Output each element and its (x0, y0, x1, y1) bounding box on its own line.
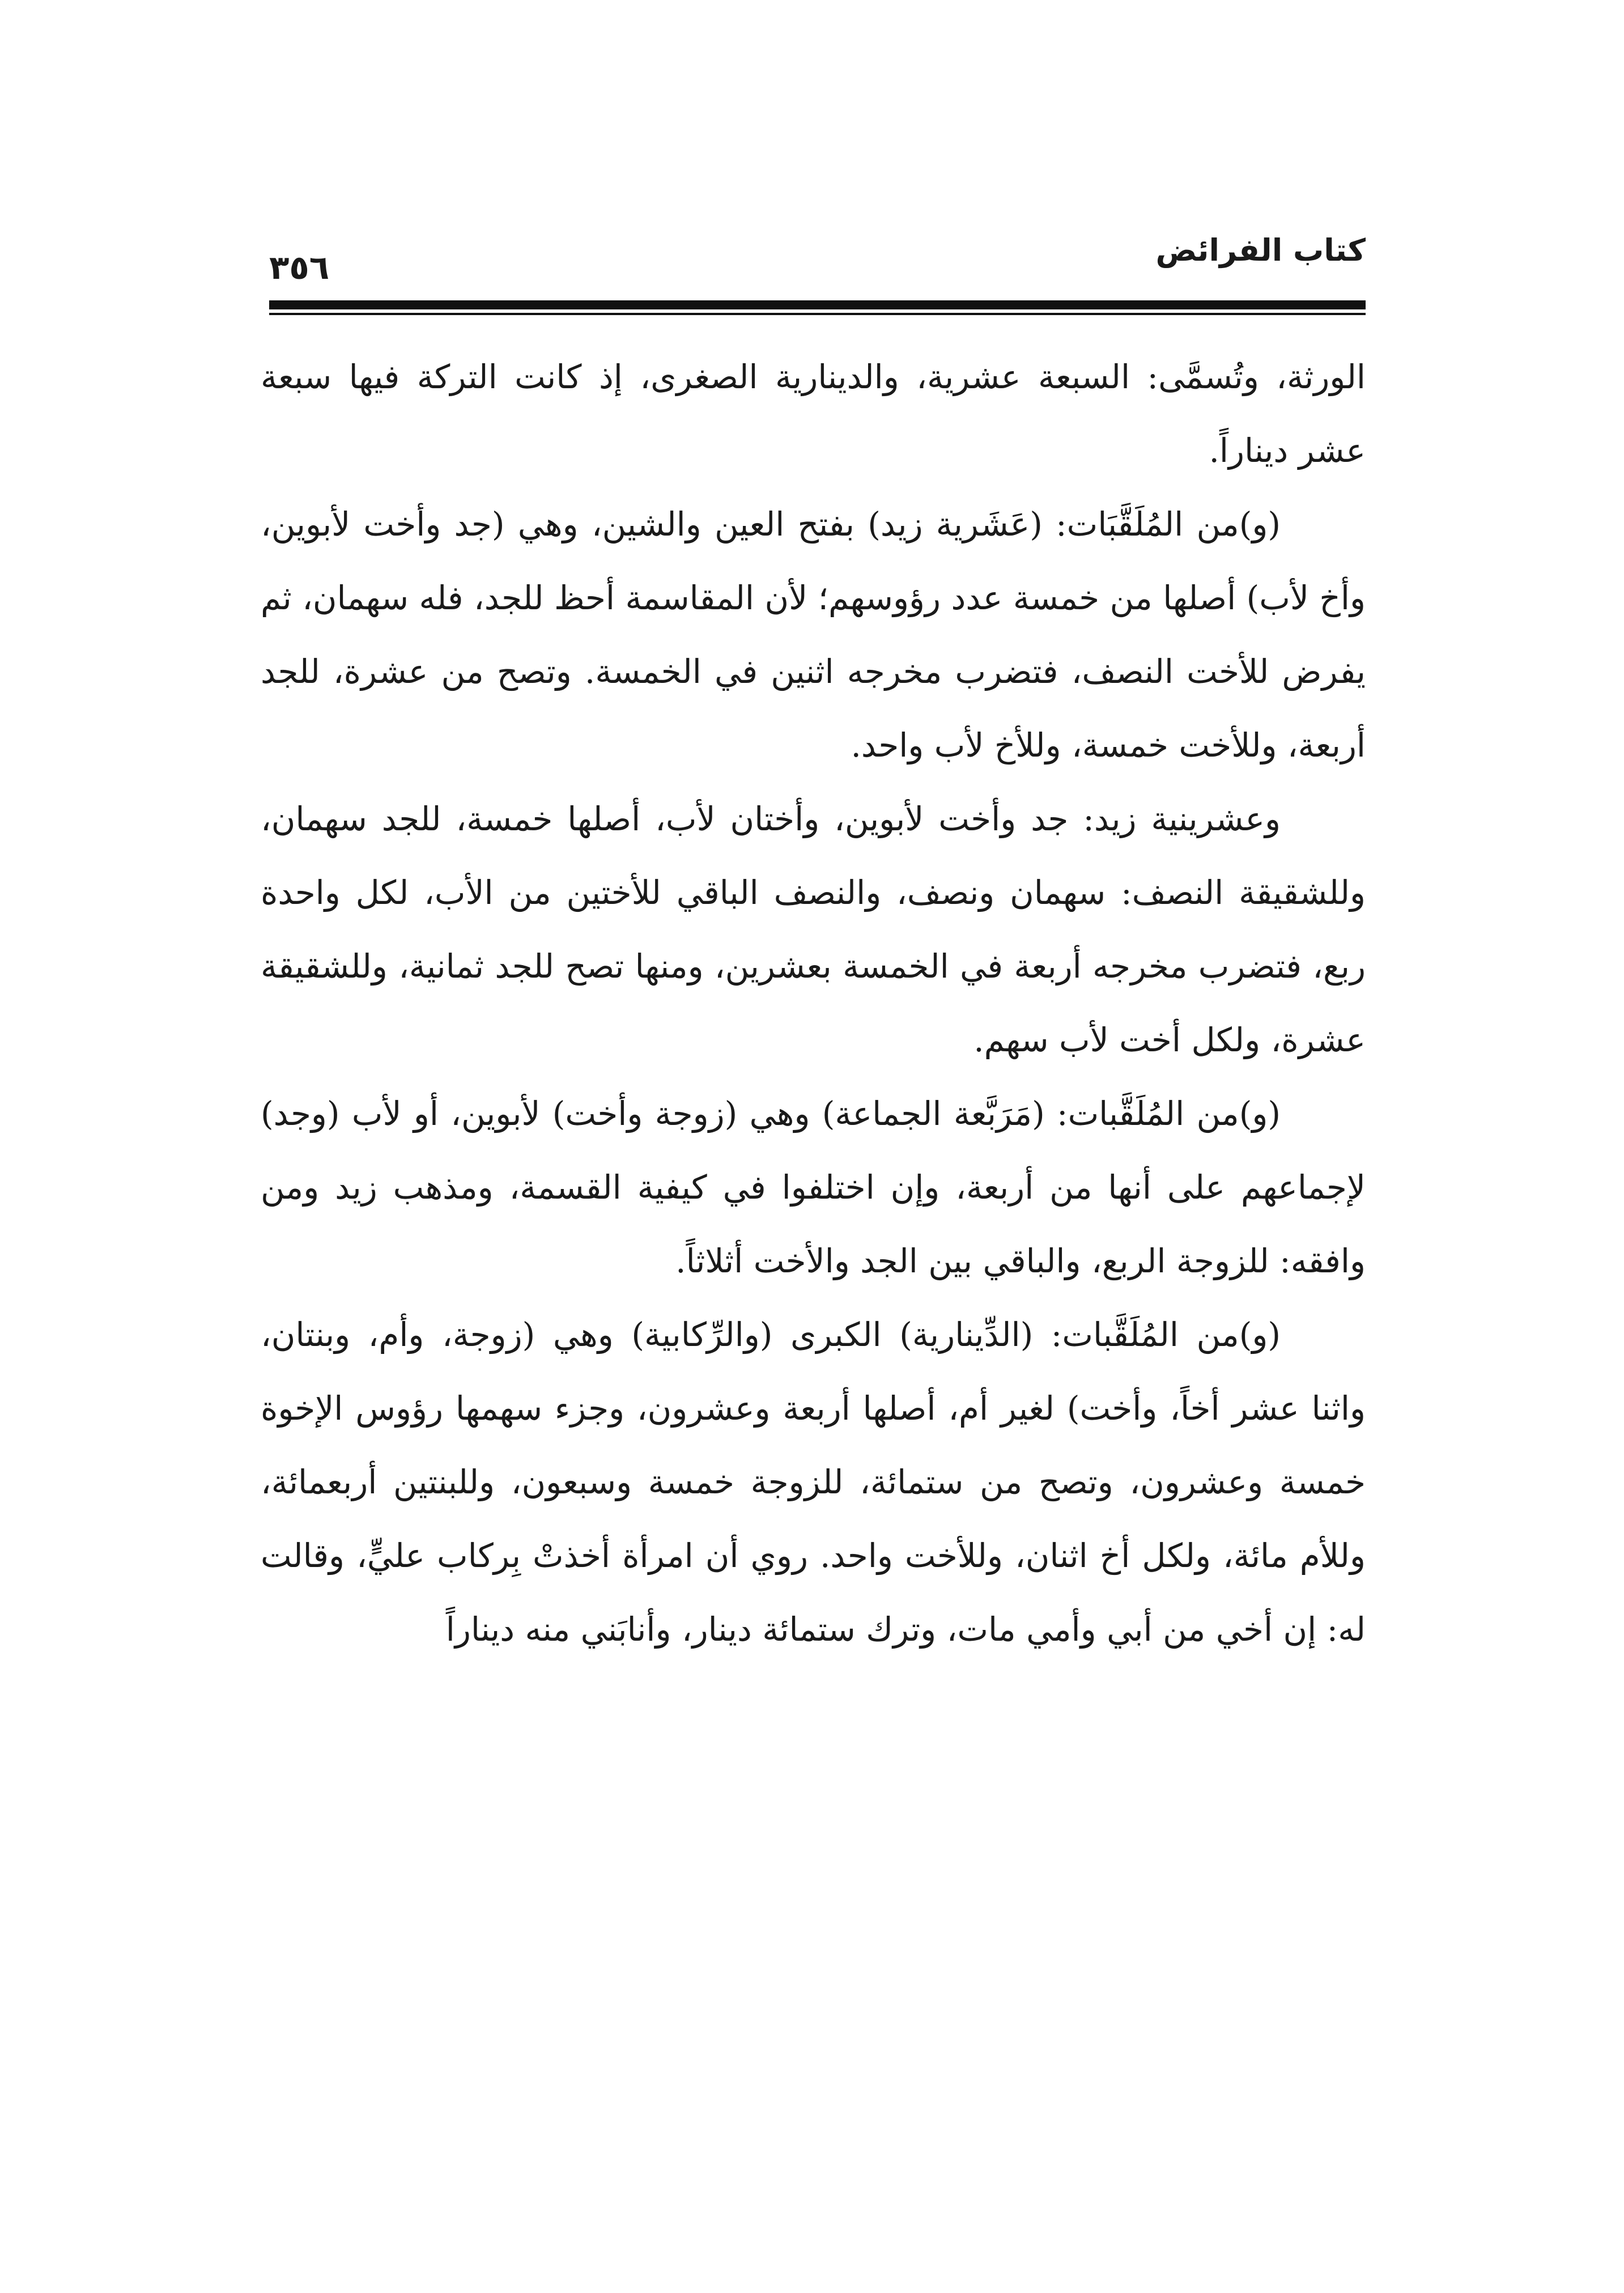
page-header (269, 227, 1366, 300)
paragraph-ishriniyyat-zayd: وعشرينية زيد: جد وأخت لأبوين، وأختان لأب، أصلها خمسة، للجد سهمان، وللشقيقة النصف: سهمان ونصف، والنصف الباقي للأختين من الأب، لكل واحدة ربع، فتضرب مخرجه أربعة في الخمسة بعشرين، ومنها تصح للجد ثمانية، وللشقيقة عشرة، ولكل أخت لأب سهم. (261, 800, 1366, 1059)
header-rule-thin (269, 313, 1366, 315)
paragraph-murabba-al-jamaa: (و)من المُلَقَّبات: (مَرَبَّعة الجماعة) وهي (زوجة وأخت) لأبوين، أو لأب (وجد) لإجماعهم على أنها من أربعة، وإن اختلفوا في كيفية القسمة، ومذهب زيد ومن وافقه: للزوجة الربع، والباقي بين الجد والأخت أثلاثاً. (261, 1094, 1366, 1280)
page-number: ٣٥٦ (269, 248, 330, 287)
body-text (261, 340, 1366, 1666)
running-title: كتاب الفرائض (1155, 232, 1366, 268)
paragraph-continuation: الورثة، وتُسمَّى: السبعة عشرية، والدينارية الصغرى، إذ كانت التركة فيها سبعة عشر ديناراً. (261, 358, 1366, 470)
paragraph-ashariyyat-zayd: (و)من المُلَقَّبَات: (عَشَرية زيد) بفتح العين والشين، وهي (جد وأخت لأبوين، وأخ لأب) أصلها من خمسة عدد رؤوسهم؛ لأن المقاسمة أحظ للجد، فله سهمان، ثم يفرض للأخت النصف، فتضرب مخرجه اثنين في الخمسة. وتصح من عشرة، للجد أربعة، وللأخت خمسة، وللأخ لأب واحد. (261, 505, 1366, 765)
paragraph-dinariyya-kubra: (و)من المُلَقَّبات: (الدِّينارية) الكبرى (والرِّكابية) وهي (زوجة، وأم، وبنتان، واثنا عشر أخاً، وأخت) لغير أم، أصلها أربعة وعشرون، وجزء سهمها رؤوس الإخوة خمسة وعشرون، وتصح من ستمائة، للزوجة خمسة وسبعون، وللبنتين أربعمائة، وللأم مائة، ولكل أخ اثنان، وللأخت واحد. روي أن امرأة أخذتْ بِركاب عليٍّ، وقالت له: إن أخي من أبي وأمي مات، وترك ستمائة دينار، وأنابَني منه ديناراً (261, 1315, 1366, 1649)
header-rule-thick (269, 300, 1366, 309)
